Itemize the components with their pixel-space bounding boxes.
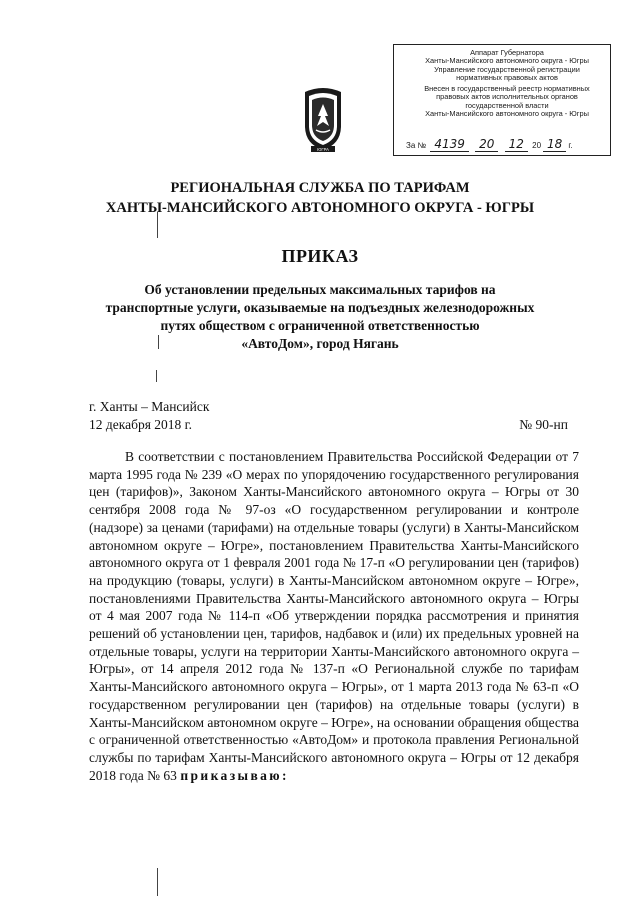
organization-line: ХАНТЫ-МАНСИЙСКОГО АВТОНОМНОГО ОКРУГА - ЮГРЫ bbox=[105, 200, 535, 216]
organization-line: РЕГИОНАЛЬНАЯ СЛУЖБА ПО ТАРИФАМ bbox=[170, 180, 470, 196]
body-text: В соответствии с постановлением Правительства Российской Федерации от 7 марта 1995 года № 239 «О мерах по упорядочению государственного регулирования цен (тарифов)», Законом Ханты-Мансийского автономного округа – Югры от 30 сентября 2008 года № 97-оз «О государственном регулировании и контроле (надзоре) за ценами (тарифами) на отдельные товары (услуги) в Ханты-Мансийском автономном округе – Югре», постановлением Правительства Ханты-Мансийского автономного округа от 1 февраля 2001 года № 17-п «О регулировании цен (тарифов) на продукцию (товары, услуги) в Ханты-Мансийском автономном округе – Югре», постановлениями Правительства Ханты-Мансийского автономного округа – Югры от 4 мая 2007 года № 114-п «Об утверждении порядка рассмотрения и принятия решений об установлении цен, тарифов, надбавок и (или) их предельных уровней на отдельные товары, услуги на территории Ханты-Мансийского автономного округа – Югры», от 14 апреля 2012 года № 137-п «О Региональной службе по тарифам Ханты-Мансийского автономного округа – Югры», от 1 марта 2013 года № 63-п «О государственном регулировании цен (тарифов) на отдельные товары (услуги) в Ханты-Мансийском автономном округе – Югре», на основании обращения общества с ограниченной ответственностью «АвтоДом» и протокола правления Региональной службы по тарифам Ханты-Мансийского автономного округа – Югры от 12 декабря 2018 года № 63 bbox=[89, 449, 579, 783]
stamp-reg-year-suffix: 18 bbox=[543, 137, 566, 152]
place-of-issue: г. Ханты – Мансийск bbox=[89, 399, 210, 414]
stamp-org-line: нормативных правовых актов bbox=[456, 72, 558, 82]
document-number: № 90-нп bbox=[519, 417, 568, 432]
title-line: путях обществом с ограниченной ответственностью bbox=[160, 318, 480, 333]
stamp-reg-month: 12 bbox=[505, 137, 528, 152]
document-type: ПРИКАЗ bbox=[281, 246, 359, 266]
stamp-entry-line: правовых актов исполнительных органов bbox=[436, 92, 578, 102]
title-line: «АвтоДом», город Нягань bbox=[241, 336, 399, 351]
issue-date: 12 декабря 2018 г. bbox=[89, 417, 193, 432]
registration-stamp bbox=[393, 44, 611, 156]
body-paragraph bbox=[89, 448, 579, 784]
stamp-reg-prefix: За № bbox=[406, 140, 427, 150]
stamp-org-line: Аппарат Губернатора bbox=[470, 48, 544, 57]
stamp-entry-block bbox=[408, 85, 606, 118]
stamp-entry-line: Ханты-Мансийского автономного округа - Югры bbox=[425, 109, 589, 119]
body-closing: приказываю: bbox=[180, 767, 289, 783]
stamp-reg-year-tail: г. bbox=[568, 140, 573, 150]
stamp-entry-line: Внесен в государственный реестр нормативных bbox=[424, 84, 590, 94]
stamp-org-block bbox=[408, 49, 606, 82]
organization-name bbox=[0, 178, 640, 218]
stamp-reg-number: 4139 bbox=[430, 137, 469, 152]
title-line: Об установлении предельных максимальных тарифов на bbox=[144, 282, 496, 297]
scan-artifact bbox=[157, 868, 158, 896]
coat-of-arms-icon bbox=[299, 86, 347, 154]
title-line: транспортные услуги, оказываемые на подъездных железнодорожных bbox=[105, 300, 535, 315]
scan-artifact bbox=[156, 370, 157, 382]
stamp-org-line: Ханты-Мансийского автономного округа - Югры bbox=[425, 56, 589, 66]
emblem-label: ЮГРА bbox=[317, 147, 329, 152]
stamp-registration-line bbox=[406, 136, 573, 151]
document-title bbox=[60, 281, 580, 353]
stamp-reg-year-prefix: 20 bbox=[532, 140, 542, 150]
stamp-entry-line: государственной власти bbox=[465, 100, 549, 110]
stamp-reg-day: 20 bbox=[475, 137, 498, 152]
stamp-org-line: Управление государственной регистрации bbox=[434, 64, 580, 74]
